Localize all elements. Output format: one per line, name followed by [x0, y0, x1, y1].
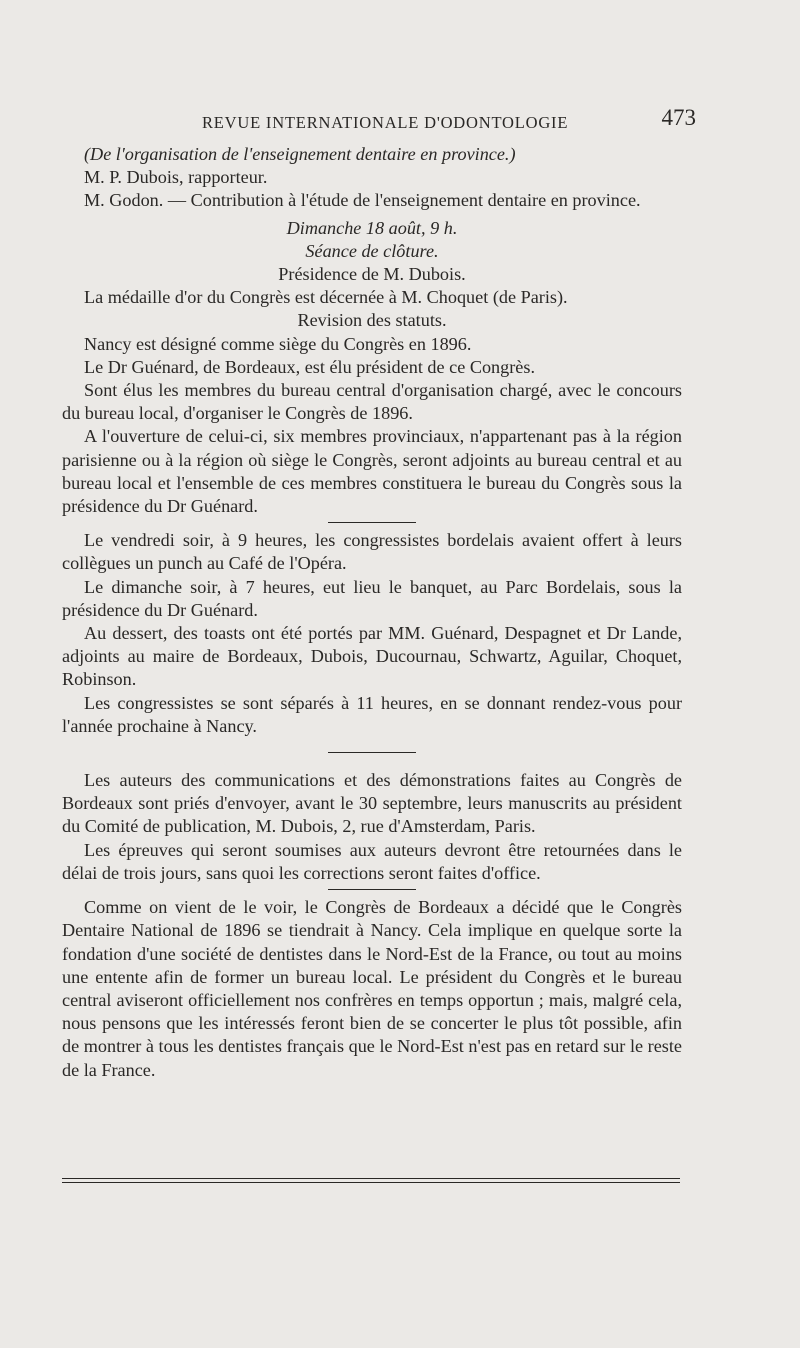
friday-punch: Le vendredi soir, à 9 heures, les congressistes bordelais avaient offert à leurs collègues un punch au Café de l'Opéra.	[62, 530, 682, 574]
agenda-topic: (De l'organisation de l'enseignement dentaire en province.)	[84, 144, 516, 164]
page-number: 473	[661, 105, 696, 130]
running-title: REVUE INTERNATIONALE D'ODONTOLOGIE	[202, 113, 569, 132]
page-body	[62, 143, 682, 1082]
section-divider	[328, 889, 416, 890]
president-election: Le Dr Guénard, de Bordeaux, est élu président de ce Congrès.	[84, 356, 535, 377]
agenda-rapporteur: M. P. Dubois, rapporteur.	[84, 167, 268, 188]
session-presidency: Présidence de M. Dubois.	[278, 264, 466, 285]
manuscripts-notice: Les auteurs des communications et des démonstrations faites au Congrès de Bordeaux sont priés d'envoyer, avant le 30 septembre, leurs manuscrits au président du Comité de publication, M. Dubois, 2, rue d'Amsterdam, Paris.	[62, 770, 682, 837]
page-header	[62, 103, 696, 133]
proofs-notice: Les épreuves qui seront soumises aux auteurs devront être retournées dans le délai de trois jours, sans quoi les corrections seront faites d'office.	[62, 839, 682, 883]
sunday-banquet: Le dimanche soir, à 7 heures, eut lieu le banquet, au Parc Bordelais, sous la présidence du Dr Guénard.	[62, 576, 682, 620]
bureau-election: Sont élus les membres du bureau central d'organisation chargé, avec le concours du bureau local, d'organiser le Congrès de 1896.	[62, 380, 682, 424]
section-divider	[328, 522, 416, 523]
congress-close: Les congressistes se sont séparés à 11 heures, en se donnant rendez-vous pour l'année prochaine à Nancy.	[62, 692, 682, 736]
statutes-revision: Revision des statuts.	[297, 310, 447, 331]
bureau-composition: A l'ouverture de celui-ci, six membres provinciaux, n'appartenant pas à la région parisienne ou à la région où siège le Congrès, seront adjoints au bureau central et au bureau local et l'ensemble de ces membres constituera le bureau du Congrès sous la présidence du Dr Guénard.	[62, 426, 682, 517]
banquet-toasts: Au dessert, des toasts ont été portés par MM. Guénard, Despagnet et Dr Lande, adjoints au maire de Bordeaux, Dubois, Ducournau, Schwartz, Aguilar, Choquet, Robinson.	[62, 623, 682, 690]
nancy-designation: Nancy est désigné comme siège du Congrès en 1896.	[84, 333, 472, 354]
session-title: Séance de clôture.	[305, 240, 439, 261]
end-rule	[62, 1178, 680, 1183]
agenda-contribution: M. Godon. — Contribution à l'étude de l'enseignement dentaire en province.	[84, 190, 641, 211]
session-date: Dimanche 18 août, 9 h.	[286, 217, 458, 238]
section-divider	[328, 752, 416, 753]
medal-award: La médaille d'or du Congrès est décernée à M. Choquet (de Paris).	[84, 287, 568, 308]
editorial-comment: Comme on vient de le voir, le Congrès de Bordeaux a décidé que le Congrès Dentaire National de 1896 se tiendrait à Nancy. Cela implique en quelque sorte la fondation d'une société de dentistes dans le Nord-Est de la France, ou tout au moins une entente afin de former un bureau local. Le président du Congrès et le bureau central aviseront officiellement nos confrères en temps opportun ; mais, malgré cela, nous pensons que les intéressés feront bien de se concerter le plus tôt possible, afin de montrer à tous les dentistes français que le Nord-Est n'est pas en retard sur le reste de la France.	[62, 897, 682, 1080]
